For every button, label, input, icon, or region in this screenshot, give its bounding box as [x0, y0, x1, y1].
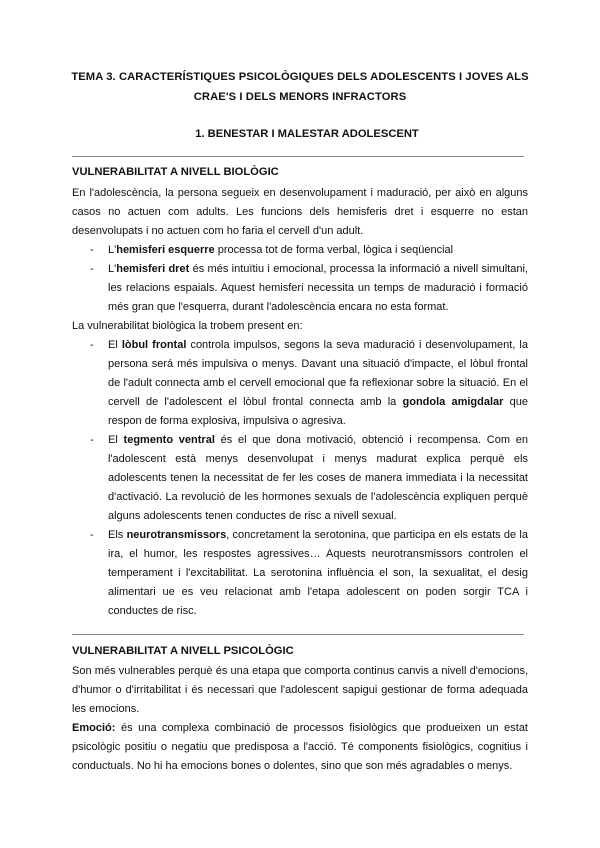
section-heading: VULNERABILITAT A NIVELL PSICOLÒGIC: [72, 645, 294, 657]
brain-structures-list: [72, 336, 528, 621]
section-heading: VULNERABILITAT A NIVELL BIOLÒGIC: [72, 166, 279, 178]
divider: [72, 634, 524, 635]
paragraph-emotion: Emoció: és una complexa combinació de processos fisiològics que produeixen un estat psicològic positiu o negatiu que predisposa a l'acció. Té components fisiològics, cognitius i conductuals. No hi ha emocions bones o dolentes, sino que son més agradables o menys.: [72, 722, 528, 772]
document-title: TEMA 3. CARACTERÍSTIQUES PSICOLÒGIQUES DELS ADOLESCENTS I JOVES ALS CRAE'S I DELS MENORS INFRACTORS: [71, 71, 529, 103]
section-biologic: [72, 164, 528, 621]
paragraph-intro: Son més vulnerables perquè és una etapa que comporta continus canvis a nivell d'emocions, d'humor o d'irritabilitat i és necessari que l'adolescent sapigui gestionar de forma adequada les emocions.: [72, 665, 528, 715]
divider: [72, 156, 524, 157]
section-psicologic: [72, 643, 528, 776]
section-title: 1. BENESTAR I MALESTAR ADOLESCENT: [195, 128, 419, 140]
paragraph-intro: En l'adolescència, la persona segueix en desenvolupament i maduració, per això en alguns casos no actuen com adults. Les funcions dels hemisferis dret i esquerre no estan desenvolupats i no actuen com ho faria el cervell d'un adult.: [72, 187, 528, 237]
paragraph-lead: La vulnerabilitat biològica la trobem present en:: [72, 320, 303, 332]
list-item: - Els neurotransmissors, concretament la serotonina, que participa en els estats de la ira, el humor, les respostes agressives… Aquests neurotransmissors controlen el temperament i l'excitabilitat. La serotonina influència el son, la sexualitat, el desig alimentari ue es veu relacionat amb l'etapa adolescent on poden sorgir TCA i conductes de risc.: [90, 529, 528, 617]
hemisphere-list: [72, 241, 528, 317]
list-item: - El tegmento ventral és el que dona motivació, obtenció i recompensa. Com en l'adolescent està menys desenvolupat i menys madurat explica perquè els adolescents tenen la necessitat de fer les coses de manera immediata i la necessitat d'activació. La revolució de les hormones sexuals de l'adolescència expliquen perquè alguns adolescents tenen conductes de risc a nivell sexual.: [90, 434, 528, 522]
list-item: - L'hemisferi dret és més intuïtiu i emocional, processa la informació a nivell simultani, les relacions espaials. Aquest hemisferi necessita un temps de maduració i formació més gran que l'esquerra, durant l'adolescència encara no esta format.: [90, 263, 528, 313]
list-item: - L'hemisferi esquerre processa tot de forma verbal, lògica i seqüencial: [90, 244, 454, 256]
list-item: - El lòbul frontal controla impulsos, segons la seva maduració i desenvolupament, la persona será més impulsiva o menys. Davant una situació d'impacte, el lòbul frontal de l'adult connecta amb el cervell emocional que fa reflexionar sobre la situació. En el cervell de l'adolescent el lòbul frontal connecta amb la gondola amigdalar que respon de forma explosiva, impulsiva o agresiva.: [90, 339, 528, 427]
